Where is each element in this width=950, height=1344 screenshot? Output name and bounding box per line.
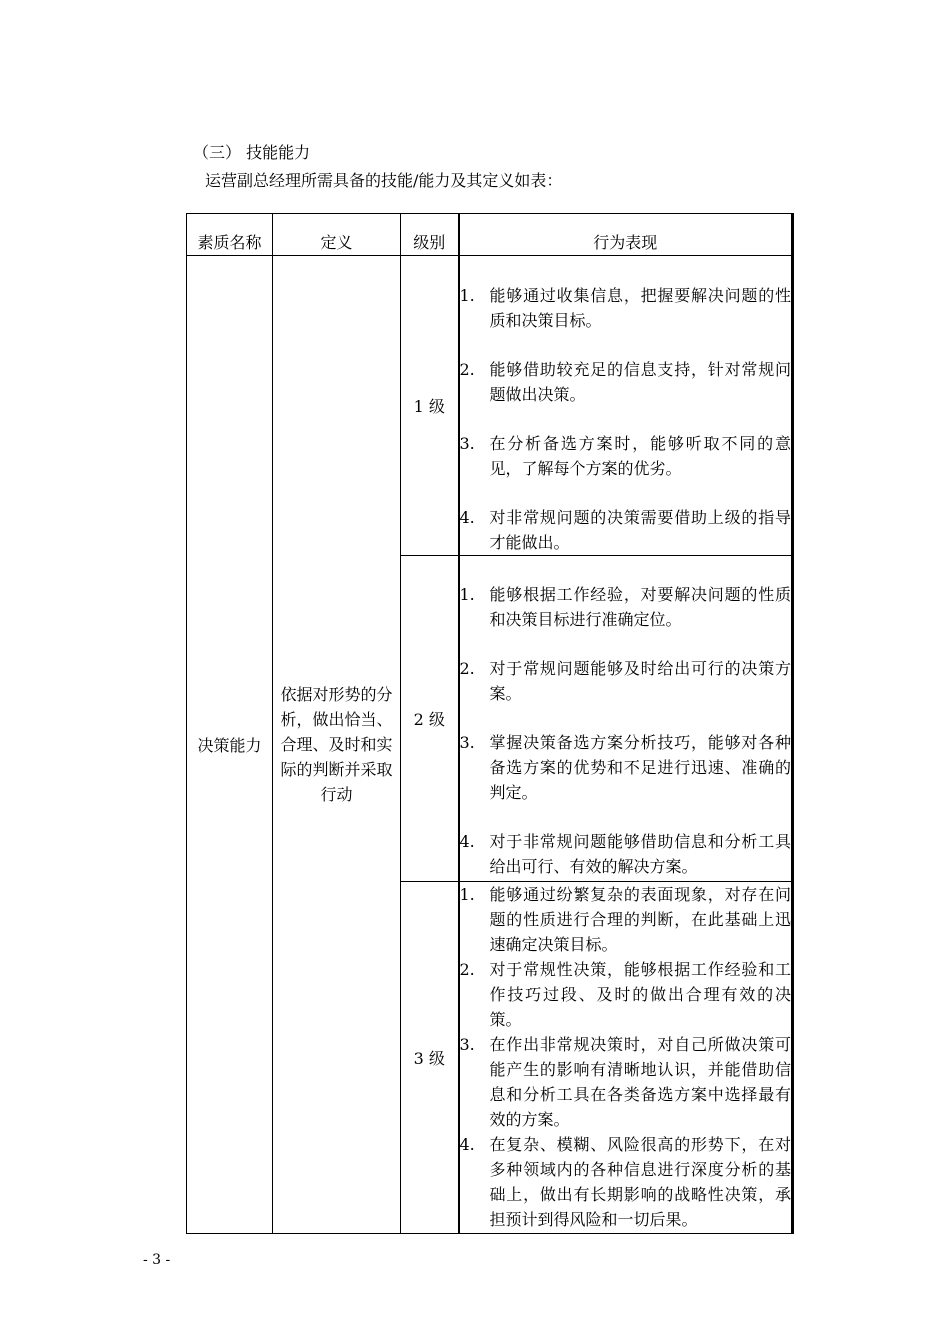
item-number: 2. [459,659,475,678]
level-label: 1 级 [401,256,459,556]
item-number: 4. [459,508,475,527]
item-number: 1. [459,885,475,904]
table-header-row [187,214,793,256]
behavior-item [460,882,792,957]
behavior-item [460,1032,792,1132]
item-number: 1. [459,585,475,604]
behavior-item [460,730,792,805]
item-text: 能够通过收集信息，把握要解决问题的性质和决策目标。 [489,286,791,330]
item-text: 能够借助较充足的信息支持，针对常规问题做出决策。 [489,360,791,404]
header-behavior: 行为表现 [459,214,793,256]
behavior-item [460,582,792,632]
section-title: 技能能力 [246,143,311,162]
competency-name: 决策能力 [187,256,273,1234]
item-text: 在分析备选方案时，能够听取不同的意见，了解每个方案的优劣。 [489,434,791,478]
item-text: 掌握决策备选方案分析技巧，能够对各种备选方案的优势和不足进行迅速、准确的判定。 [489,733,791,802]
behavior-item [460,957,792,1032]
item-number: 2. [459,960,475,979]
behavior-item [460,1132,792,1232]
item-number: 1. [459,286,475,305]
level-label: 3 级 [401,882,459,1234]
section-heading [193,142,310,164]
item-number: 3. [459,434,475,453]
item-number: 4. [459,1135,475,1154]
competency-table [186,213,794,1234]
item-text: 能够通过纷繁复杂的表面现象，对存在问题的性质进行合理的判断，在此基础上迅速确定决策目标。 [489,885,791,954]
item-number: 3. [459,733,475,752]
item-text: 对于常规问题能够及时给出可行的决策方案。 [489,659,791,703]
item-text: 对于非常规问题能够借助信息和分析工具给出可行、有效的解决方案。 [489,832,791,876]
item-text: 在复杂、模糊、风险很高的形势下，在对多种领域内的各种信息进行深度分析的基础上，做出有长期影响的战略性决策，承担预计到得风险和一切后果。 [489,1135,791,1229]
page-number: - 3 - [143,1252,171,1268]
behavior-item [460,656,792,706]
behavior-list [459,556,793,882]
item-number: 2. [459,360,475,379]
behavior-item [460,829,792,879]
table-row [187,256,793,556]
competency-definition: 依据对形势的分析，做出恰当、合理、及时和实际的判断并采取行动 [273,256,401,1234]
behavior-item [460,505,792,555]
header-definition: 定义 [273,214,401,256]
behavior-item [460,357,792,407]
item-text: 能够根据工作经验，对要解决问题的性质和决策目标进行准确定位。 [489,585,791,629]
header-level: 级别 [401,214,459,256]
section-number: （三） [193,143,242,162]
item-number: 3. [459,1035,475,1054]
behavior-list [459,256,793,556]
behavior-item [460,283,792,333]
item-text: 对非常规问题的决策需要借助上级的指导才能做出。 [489,508,791,552]
header-name: 素质名称 [187,214,273,256]
intro-text: 运营副总经理所需具备的技能/能力及其定义如表： [205,171,563,190]
item-number: 4. [459,832,475,851]
item-text: 对于常规性决策，能够根据工作经验和工作技巧过段、及时的做出合理有效的决策。 [489,960,791,1029]
behavior-item [460,431,792,481]
behavior-list [459,882,793,1234]
level-label: 2 级 [401,556,459,882]
item-text: 在作出非常规决策时，对自己所做决策可能产生的影响有清晰地认识，并能借助信息和分析工具在各类备选方案中选择最有效的方案。 [489,1035,791,1129]
